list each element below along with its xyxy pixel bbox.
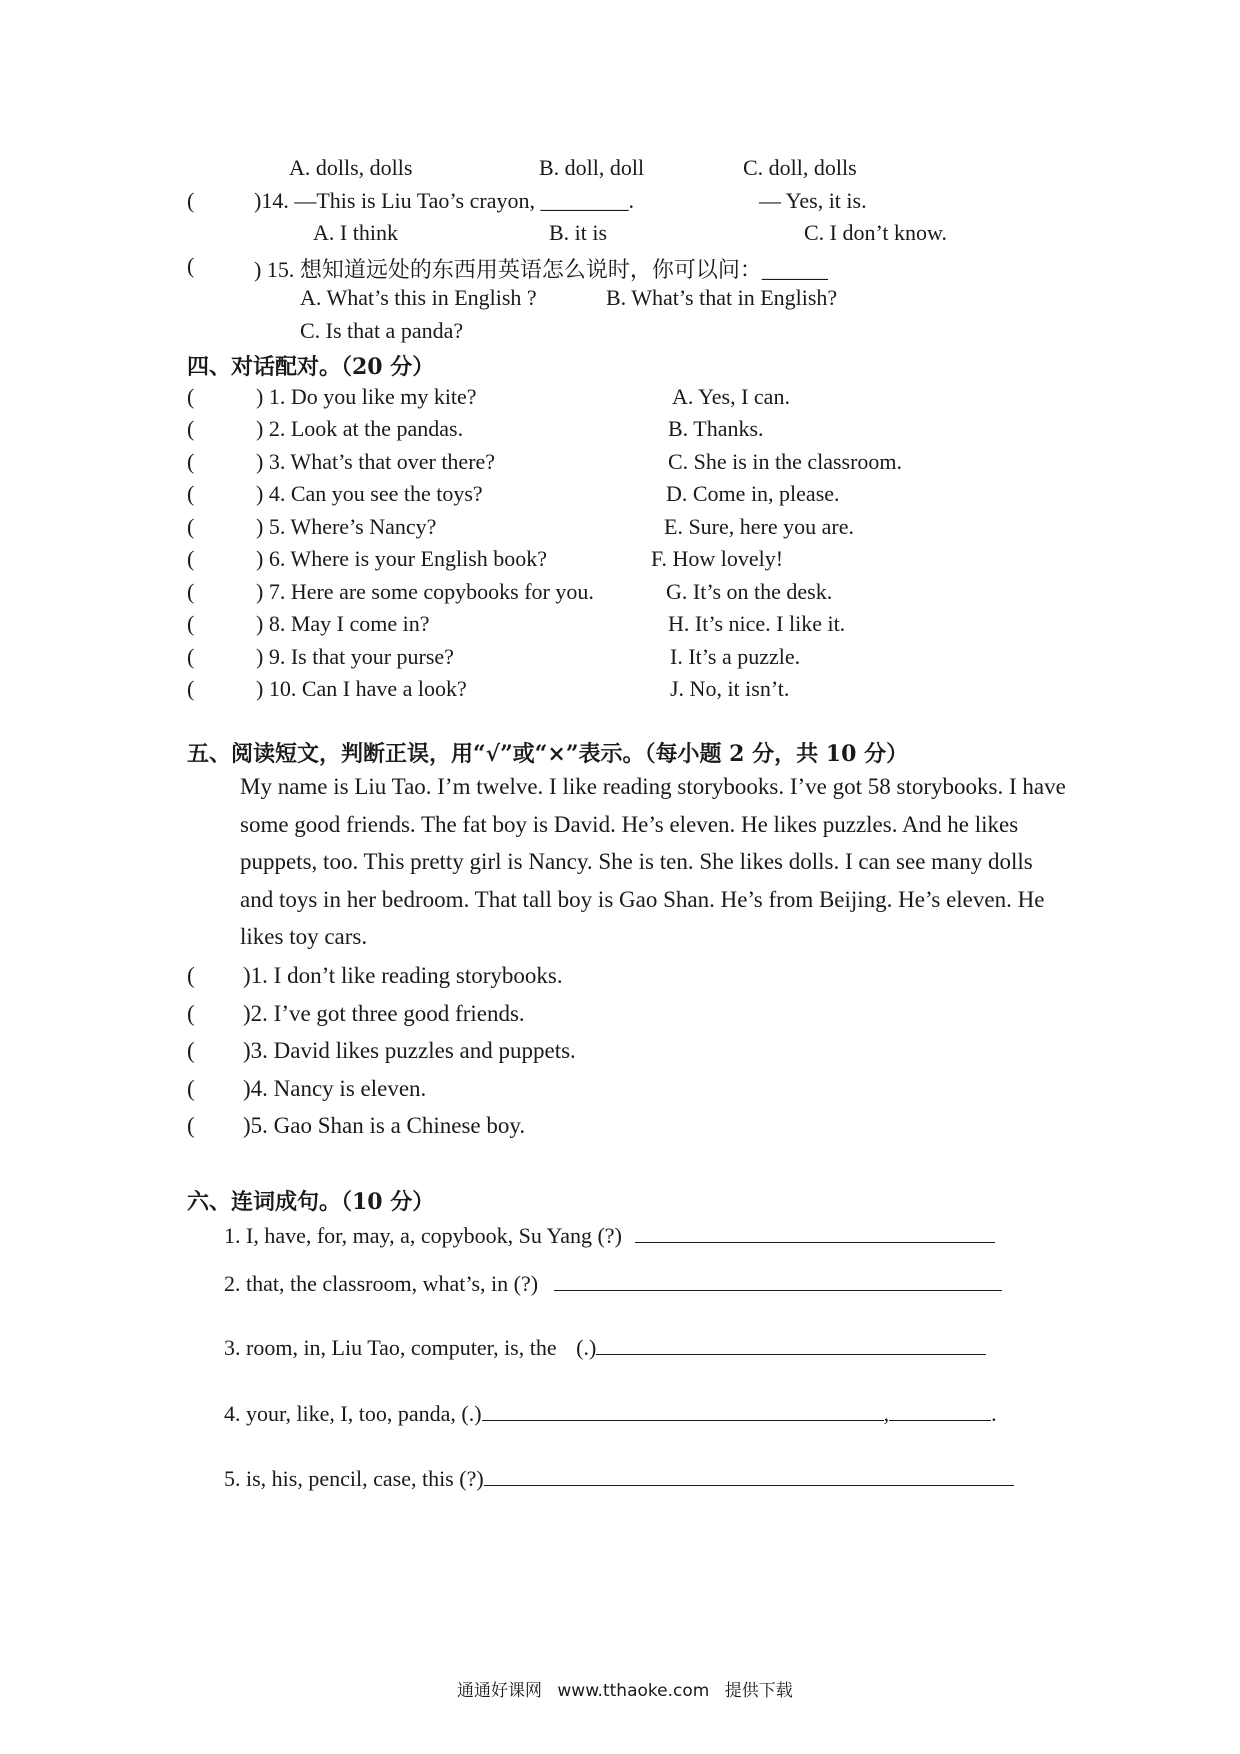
match-question: ) 1. Do you like my kite? [256, 384, 477, 409]
judge-statement: )3. David likes puzzles and puppets. [243, 1038, 576, 1063]
match-paren: ( [187, 546, 195, 571]
match-paren: ( [187, 579, 195, 604]
end-mark: (.) [576, 1335, 597, 1360]
match-answer: B. Thanks. [668, 416, 764, 441]
match-answer: F. How lovely! [651, 546, 784, 571]
q15-stem: ) 15. 想知道远处的东西用英语怎么说时，你可以问：______ [254, 257, 828, 282]
judge-statement: )1. I don’t like reading storybooks. [243, 963, 563, 988]
section6-title: 六、连词成句。（10 分） [187, 1189, 435, 1215]
match-answer: J. No, it isn’t. [670, 676, 790, 701]
footer-site: 通通好课网 [457, 1681, 542, 1701]
match-question: ) 2. Look at the pandas. [256, 416, 464, 441]
judge-paren: ( [187, 1076, 195, 1101]
judge-paren: ( [187, 963, 195, 988]
answer-line[interactable] [635, 1222, 995, 1243]
q14-option-a: A. I think [313, 220, 398, 245]
match-paren: ( [187, 384, 195, 409]
match-answer: D. Come in, please. [666, 481, 840, 506]
q14-stem: )14. —This is Liu Tao’s crayon, ________. [254, 188, 634, 213]
word-list: 1. I, have, for, may, a, copybook, Su Yang (?) [224, 1223, 622, 1248]
q13-option-c: C. doll, dolls [743, 155, 857, 180]
footer-url[interactable]: www.tthaoke.com [557, 1681, 710, 1701]
judge-paren: ( [187, 1113, 195, 1138]
match-paren: ( [187, 514, 195, 539]
reading-passage [190, 768, 1070, 956]
match-answer: H. It’s nice. I like it. [668, 611, 846, 636]
q14-paren: ( [187, 188, 195, 213]
sentence-item-3 [224, 1334, 986, 1361]
answer-line[interactable] [596, 1334, 986, 1355]
match-question: ) 5. Where’s Nancy? [256, 514, 437, 539]
word-list: 3. room, in, Liu Tao, computer, is, the [224, 1335, 557, 1360]
match-answer: A. Yes, I can. [672, 384, 790, 409]
q15-paren: ( [187, 253, 195, 278]
word-list: 2. that, the classroom, what’s, in (?) [224, 1271, 539, 1296]
match-question: ) 6. Where is your English book? [256, 546, 548, 571]
q15-option-a: A. What’s this in English ? [300, 285, 537, 310]
match-question: ) 7. Here are some copybooks for you. [256, 579, 594, 604]
section5-title: 五、阅读短文，判断正误，用“√”或“×”表示。（每小题 2 分，共 10 分） [187, 741, 909, 767]
match-paren: ( [187, 449, 195, 474]
q15-option-c: C. Is that a panda? [300, 318, 464, 343]
match-paren: ( [187, 416, 195, 441]
word-list: 4. your, like, I, too, panda, (.) [224, 1401, 482, 1426]
sentence-item-5 [224, 1465, 1014, 1492]
sentence-item-1 [224, 1222, 995, 1249]
period-mark: . [991, 1401, 997, 1426]
comma-mark: , [883, 1401, 890, 1426]
match-question: ) 4. Can you see the toys? [256, 481, 483, 506]
answer-line[interactable] [484, 1465, 1014, 1486]
passage-text: My name is Liu Tao. I’m twelve. I like reading storybooks. I’ve got 58 storybooks. I have some good friends. The fat boy is David. He’s eleven. He likes puzzles. And he likes puppets, too. This pretty girl is Nancy. She is ten. She likes dolls. I can see many dolls and toys in her bedroom. That tall boy is Gao Shan. He’s from Beijing. He’s eleven. He likes toy cars. [240, 774, 1066, 949]
sentence-item-2 [224, 1270, 1002, 1297]
match-answer: E. Sure, here you are. [664, 514, 854, 539]
q14-reply: — Yes, it is. [759, 188, 867, 213]
match-question: ) 8. May I come in? [256, 611, 430, 636]
footer [457, 1676, 793, 1701]
answer-line[interactable] [554, 1270, 1002, 1291]
answer-line[interactable] [482, 1400, 884, 1421]
answer-line-short[interactable] [889, 1400, 991, 1421]
match-answer: I. It’s a puzzle. [670, 644, 801, 669]
match-paren: ( [187, 644, 195, 669]
judge-paren: ( [187, 1001, 195, 1026]
q13-option-b: B. doll, doll [539, 155, 645, 180]
match-paren: ( [187, 481, 195, 506]
footer-suffix: 提供下载 [724, 1681, 793, 1701]
match-paren: ( [187, 676, 195, 701]
section4-title: 四、对话配对。（20 分） [187, 354, 435, 380]
judge-statement: )2. I’ve got three good friends. [243, 1001, 525, 1026]
match-question: ) 10. Can I have a look? [256, 676, 467, 701]
match-question: ) 9. Is that your purse? [256, 644, 454, 669]
match-answer: C. She is in the classroom. [668, 449, 903, 474]
judge-statement: )4. Nancy is eleven. [243, 1076, 427, 1101]
sentence-item-4 [224, 1400, 997, 1427]
q14-option-c: C. I don’t know. [804, 220, 947, 245]
q15-option-b: B. What’s that in English? [606, 285, 838, 310]
judge-paren: ( [187, 1038, 195, 1063]
word-list: 5. is, his, pencil, case, this (?) [224, 1466, 484, 1491]
q14-option-b: B. it is [549, 220, 608, 245]
judge-statement: )5. Gao Shan is a Chinese boy. [243, 1113, 526, 1138]
q13-option-a: A. dolls, dolls [289, 155, 413, 180]
match-paren: ( [187, 611, 195, 636]
match-question: ) 3. What’s that over there? [256, 449, 496, 474]
match-answer: G. It’s on the desk. [666, 579, 833, 604]
